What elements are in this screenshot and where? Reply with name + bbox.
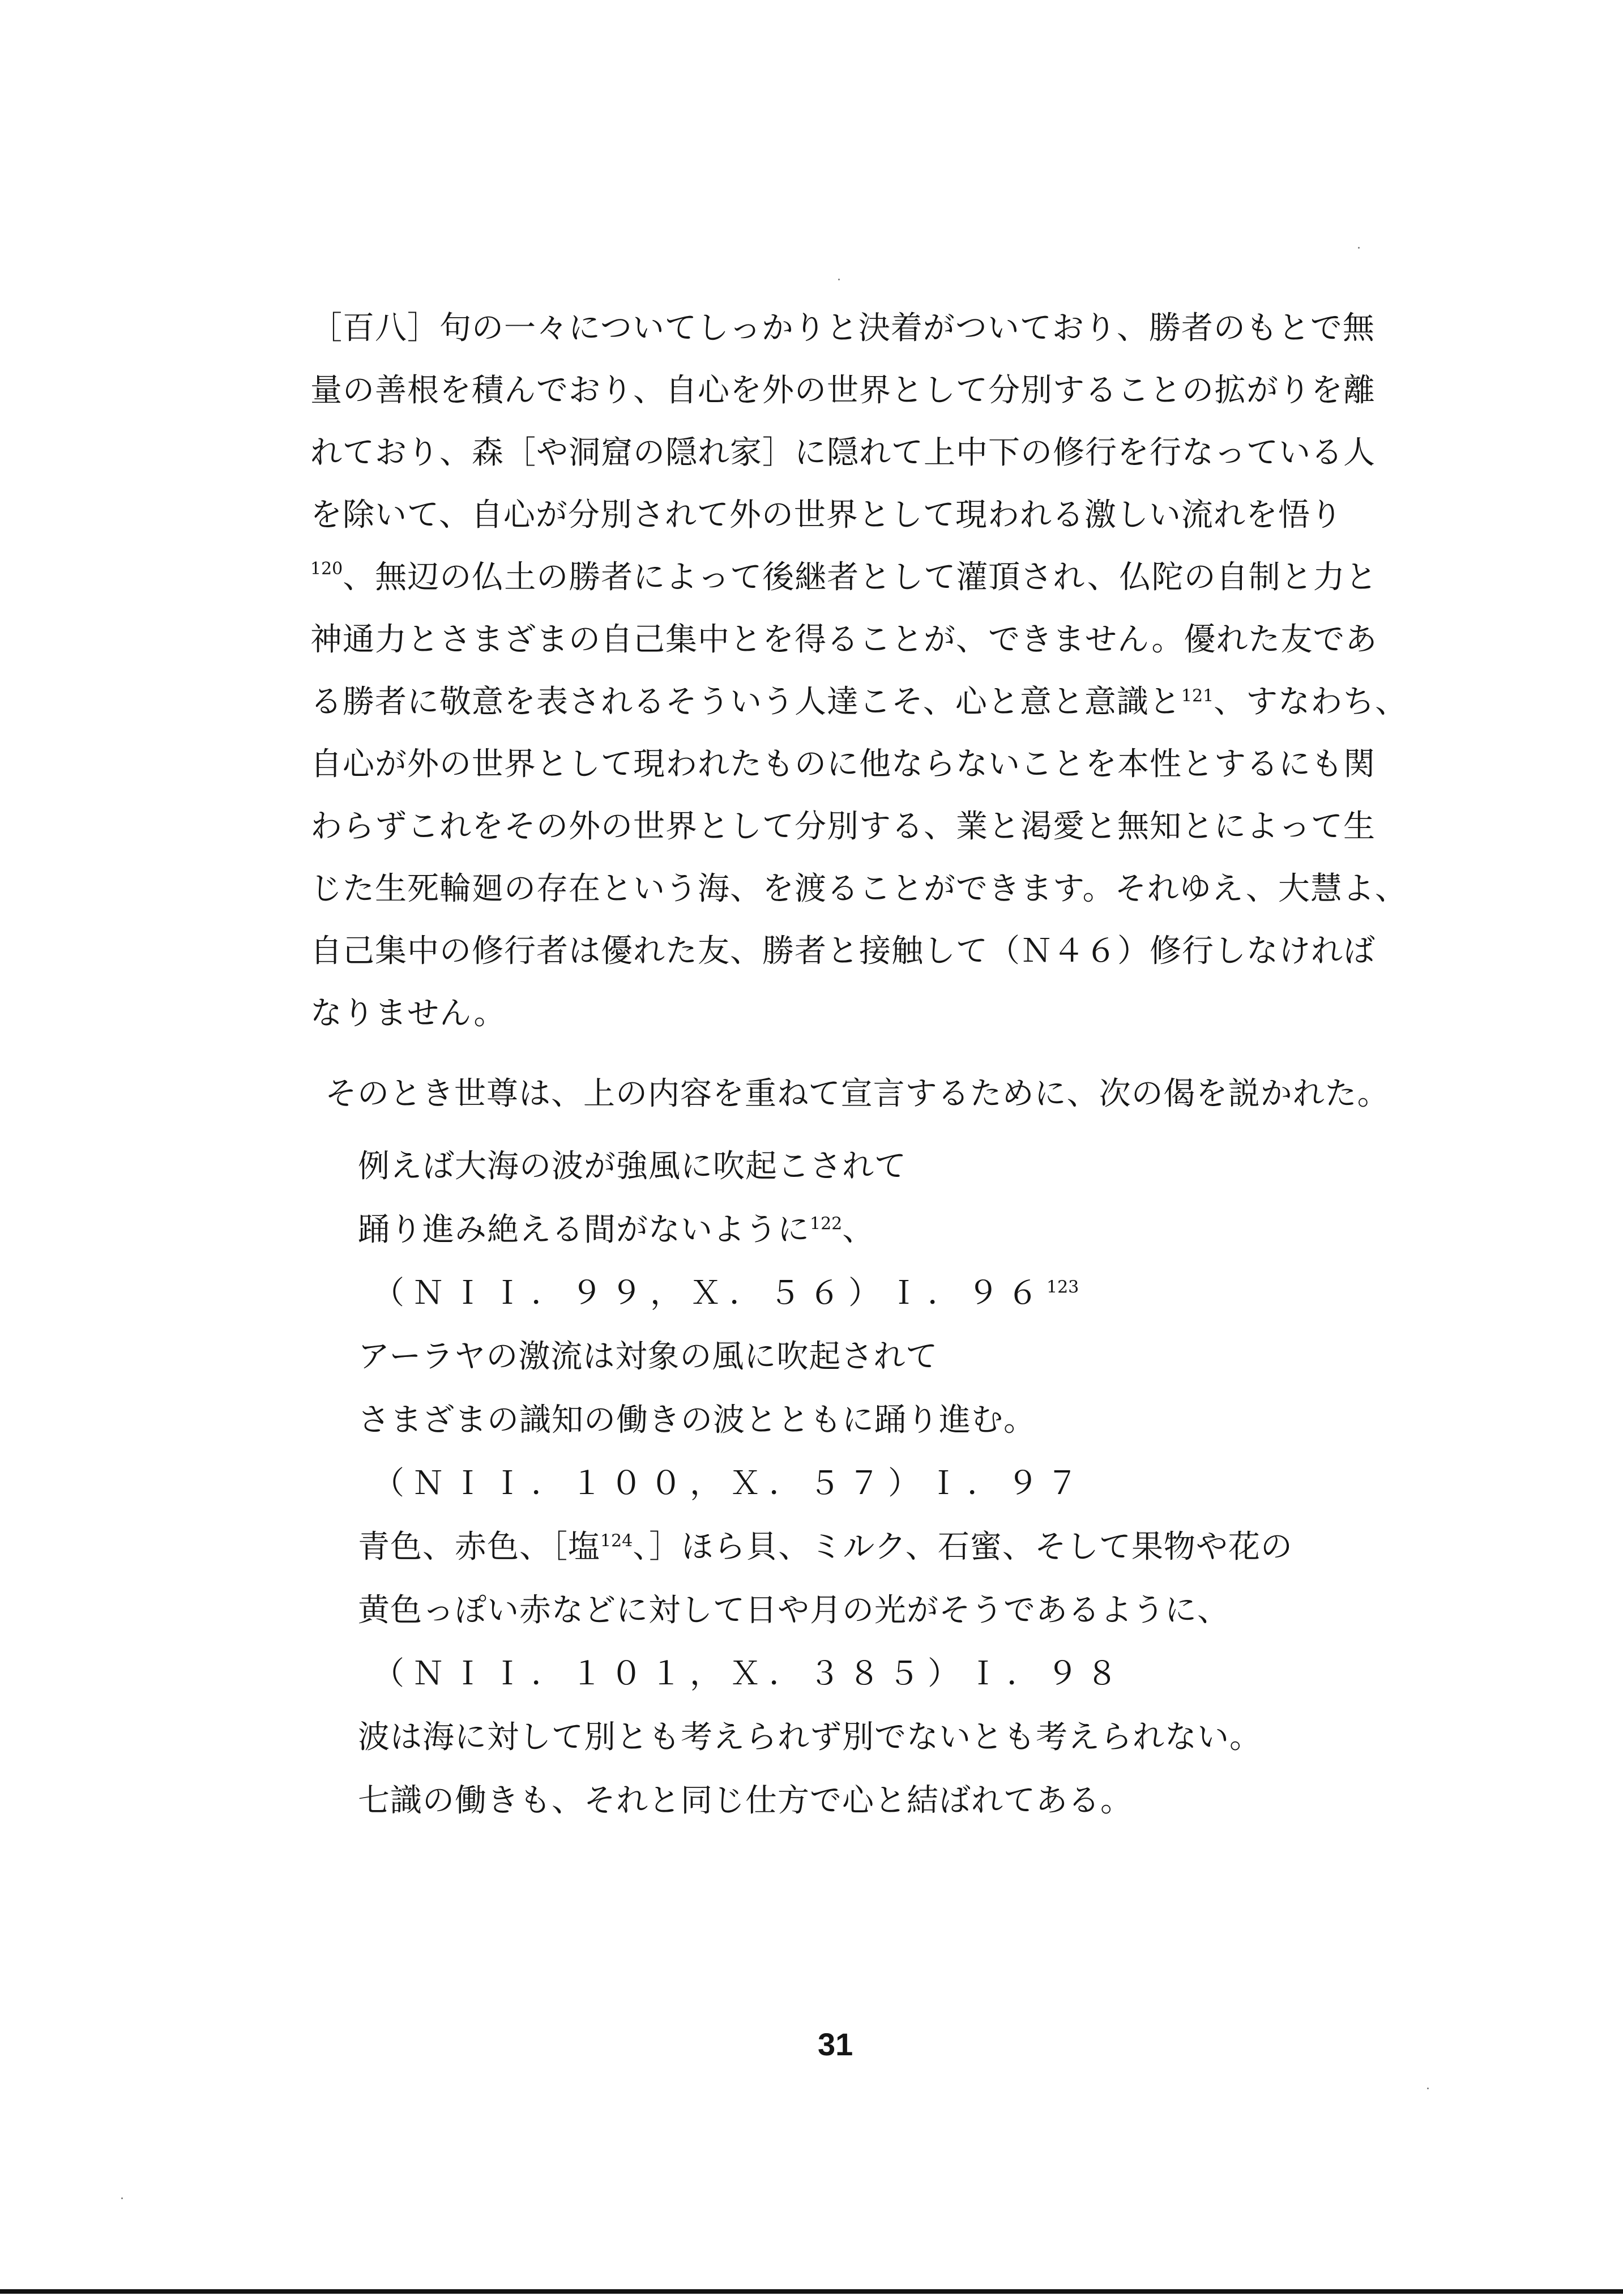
paragraph-text: わらずこれをその外の世界として分別する、業と渇愛と無知とによって生 — [310, 808, 1376, 845]
paragraph-line — [310, 497, 1343, 534]
paragraph-text: 、すなわち、 — [1214, 684, 1408, 720]
paragraph-text: 神通力とさまざまの自己集中とを得ることが、できません。優れた友であ — [310, 621, 1378, 658]
verse-line — [358, 1402, 1036, 1439]
paragraph-text: れており、森［や洞窟の隠れ家］に隠れて上中下の修行を行なっている人 — [310, 434, 1376, 471]
footnote-ref: 120 — [310, 559, 343, 579]
paragraph-line — [310, 684, 1407, 720]
verse-text: 黄色っぽい赤などに対して日や月の光がそうであるように、 — [358, 1592, 1229, 1629]
footnote-ref: 122 — [810, 1214, 843, 1234]
verse-text: アーラヤの激流は対象の風に吹起されて — [358, 1338, 938, 1375]
paragraph-line — [310, 373, 1376, 409]
paragraph-line — [310, 310, 1375, 347]
paragraph-line — [310, 746, 1376, 783]
paragraph-text: 、無辺の仏土の勝者によって後継者として灌頂され、仏陀の自制と力と — [343, 559, 1378, 596]
paragraph-line — [310, 560, 1378, 601]
verse-reference — [373, 1275, 1079, 1312]
verse-line — [358, 1529, 1293, 1565]
verse-text: さまざまの識知の働きの波とともに踊り進む。 — [358, 1402, 1036, 1439]
verse-line — [358, 1149, 907, 1185]
verse-reference — [373, 1466, 1086, 1502]
verse-intro-text: そのとき世尊は、上の内容を重ねて宣言するために、次の偈を説かれた。 — [325, 1076, 1390, 1112]
paragraph-text: 量の善根を積んでおり、自心を外の世界として分別することの拡がりを離 — [310, 372, 1376, 409]
verse-text: 、 — [842, 1211, 875, 1248]
verse-reference — [373, 1656, 1126, 1692]
verse-text: 波は海に対して別とも考えられず別でないとも考えられない。 — [358, 1719, 1262, 1756]
reference-text: （ＮＩＩ．１００，Ｘ．５７）Ｉ．９７ — [373, 1465, 1086, 1502]
verse-intro — [325, 1076, 1390, 1112]
verse-line — [358, 1339, 938, 1375]
page-number: 31 — [818, 2026, 853, 2062]
footnote-ref: 123 — [1047, 1277, 1079, 1298]
verse-text: 青色、赤色、［塩 — [358, 1529, 600, 1565]
scan-speck — [838, 279, 840, 280]
paragraph-text: を除いて、自心が分別されて外の世界として現われる激しい流れを悟り — [310, 497, 1343, 534]
reference-text: （ＮＩＩ．９９，Ｘ．５６）Ｉ．９６ — [373, 1275, 1047, 1312]
scan-bottom-edge — [0, 2289, 1623, 2294]
verse-text: 七識の働きも、それと同じ仕方で心と結ばれてある。 — [358, 1782, 1133, 1819]
paragraph-line — [310, 809, 1376, 845]
verse-line — [358, 1719, 1262, 1756]
paragraph-text: る勝者に敬意を表されるそういう人達こそ、心と意と意識と — [310, 684, 1181, 720]
verse-line — [358, 1212, 874, 1248]
verse-text: 踊り進み絶える間がないように — [358, 1211, 810, 1248]
paragraph-line — [310, 933, 1376, 970]
paragraph-line — [310, 871, 1407, 907]
reference-text: （ＮＩＩ．１０１，Ｘ．３８５）Ｉ．９８ — [373, 1655, 1126, 1692]
verse-text: 、］ほら貝、ミルク、石蜜、そして果物や花の — [633, 1529, 1293, 1565]
paragraph-text: ［百八］句の一々についてしっかりと決着がついており、勝者のもとで無 — [310, 310, 1375, 347]
paragraph-text: じた生死輪廻の存在という海、を渡ることができます。それゆえ、大慧よ、 — [310, 870, 1407, 907]
verse-line — [358, 1593, 1229, 1629]
scan-speck — [1427, 2088, 1429, 2089]
footnote-ref: 121 — [1181, 686, 1214, 706]
paragraph-text: なりません。 — [310, 995, 506, 1032]
verse-text: 例えば大海の波が強風に吹起こされて — [358, 1148, 907, 1185]
scan-speck — [121, 2197, 123, 2199]
scan-speck — [1358, 247, 1360, 249]
verse-line — [358, 1783, 1133, 1819]
paragraph-text: 自心が外の世界として現われたものに他ならないことを本性とするにも関 — [310, 746, 1376, 783]
paragraph-line — [310, 996, 506, 1032]
paragraph-line — [310, 435, 1376, 471]
paragraph-text: 自己集中の修行者は優れた友、勝者と接触して（Ｎ４６）修行しなければ — [310, 933, 1376, 970]
footnote-ref: 124 — [600, 1531, 633, 1551]
paragraph-line — [310, 622, 1377, 658]
